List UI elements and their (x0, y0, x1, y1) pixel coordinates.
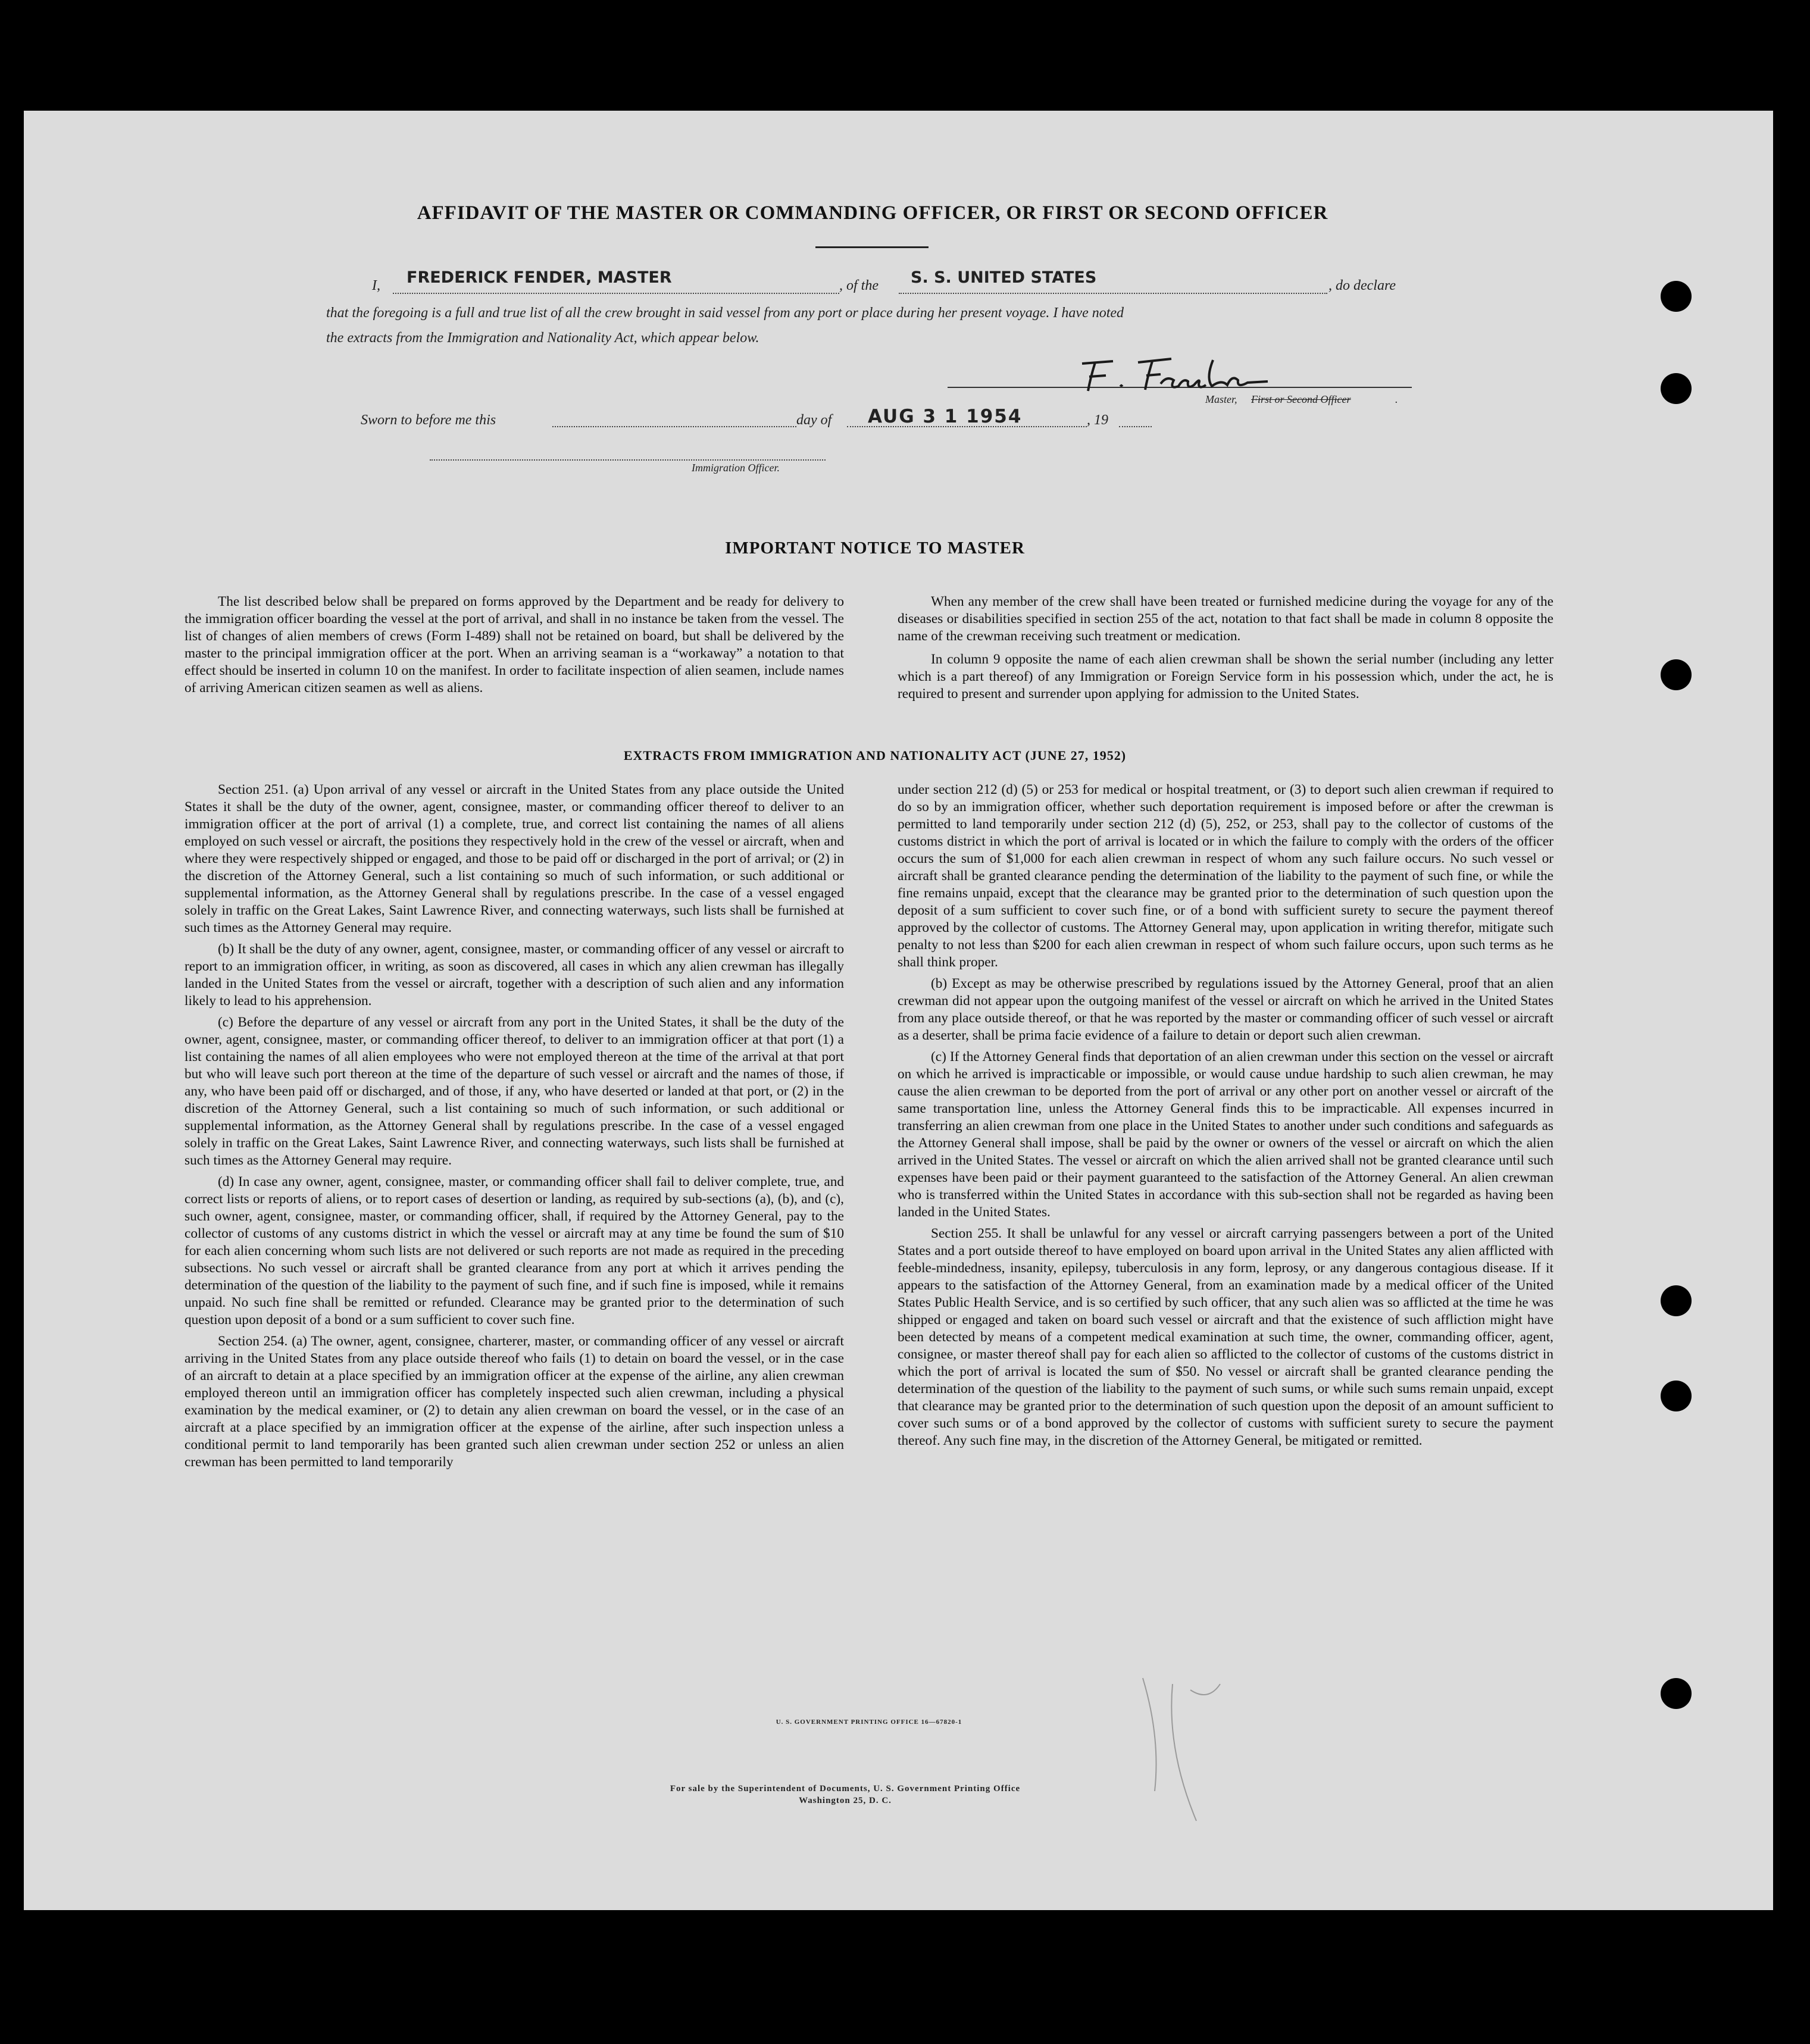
sworn-day-line (552, 426, 796, 427)
day-of-label: day of (796, 412, 832, 428)
notice-left-column (185, 593, 844, 697)
punch-hole (1661, 1381, 1692, 1411)
sworn-date-stamp: AUG 3 1 1954 (868, 406, 1023, 427)
year-label: , 19 (1087, 412, 1108, 428)
declarant-line (393, 293, 839, 294)
sworn-label: Sworn to before me this (361, 412, 496, 428)
punch-hole (1661, 373, 1692, 404)
act-paragraph: (c) Before the departure of any vessel or aircraft from any port in the United States, it shall be the duty of the owner, agent, consignee, master, or commanding officer thereof, to deliver to an immigration officer at that port (1) a list containing the names of all alien employees who were not employed thereon at the time of the arrival at that port but who will leave such port thereon at the time of the departure of such vessel or aircraft and the names of those, if any, who have been paid off or discharged, and of those, if any, who have deserted or landed at that port, or (2) in the discretion of the Attorney General, such a list containing so much of such information, or such additional or supplemental information, as the Attorney General shall by regulations prescribe. In the case of a vessel engaged solely in traffic on the Great Lakes, Saint Lawrence River, and connecting waterways, such lists shall be furnished at such times as the Attorney General may require. (185, 1015, 844, 1168)
act-paragraph: Section 255. It shall be unlawful for any vessel or aircraft carrying passengers between a port of the United States and a port outside thereof to have employed on board upon arrival in the United States any alien afflicted with feeble-mindedness, insanity, epilepsy, tuberculosis in any form, leprosy, or any dangerous contagious disease. If it appears to the satisfaction of the Attorney General, from an examination made by a medical officer of the United States Public Health Service, and is so certified by such officer, that any such alien was so afflicted at the time he was shipped or engaged and taken on board such vessel or aircraft and that the existence of such affliction might have been detected by means of a competent medical examination at such time, the owner, commanding officer, agent, consignee, or master thereof shall pay for each alien so afflicted to the collector of customs of the customs district in which the port of arrival is located the sum of $50. No vessel or aircraft shall be granted clearance pending the determination of the question of the liability to the payment of such sums, or while such sums remain unpaid, except that clearance may be granted prior to the determination of such question upon the deposit of an amount sufficient to cover such sums or of a bond approved by the collector of customs with sufficient surety to secure the payment thereof. Any such fine may, in the discretion of the Attorney General, be mitigated or remitted. (898, 1226, 1553, 1448)
signature-caption-master: Master, (1205, 393, 1237, 405)
master-signature (1071, 348, 1298, 396)
immigration-officer-line (430, 459, 826, 461)
act-paragraph: Section 251. (a) Upon arrival of any vessel or aircraft in the United States from any place outside the United States it shall be the duty of the owner, agent, consignee, master, or commanding officer thereof to deliver to an immigration officer at the port of arrival (1) a complete, true, and correct list containing the names of all aliens employed on such vessel or aircraft, the positions they respectively hold in the crew of the vessel or aircraft, when and where they were respectively shipped or engaged, and those to be paid off or discharged in the port of arrival; or (2) in the discretion of the Attorney General, such a list containing so much of such information, or such additional or supplemental information, as the Attorney General shall by regulations prescribe. In the case of a vessel engaged solely in traffic on the Great Lakes, Saint Lawrence River, and connecting waterways, such lists shall be furnished at such times as the Attorney General may require. (185, 782, 844, 935)
notice-paragraph: In column 9 opposite the name of each alien crewman shall be shown the serial number (including any letter which is a part thereof) of any Immigration or Foreign Service form in his possession which, under the act, he is required to present and surrender upon applying for admission to the United States. (898, 652, 1553, 702)
notice-paragraph: When any member of the crew shall have been treated or furnished medicine during the voyage for any of the diseases or disabilities specified in section 255 of the act, notation to that fact shall be made in column 8 opposite the name of the crewman receiving such treatment or medication. (898, 594, 1553, 644)
notice-right-column (898, 593, 1553, 703)
pencil-marks (1119, 1666, 1274, 1845)
act-paragraph: Section 254. (a) The owner, agent, consignee, charterer, master, or commanding officer of any vessel or aircraft arriving in the United States from any place outside thereof who fails (1) to detain on board the vessel, or in the case of an aircraft to detain at a place specified by an immigration officer at the expense of the airline, any alien crewman employed thereon until an immigration officer has completely inspected such alien crewman, including a physical examination by the medical examiner, or (2) to detain any alien crewman on board the vessel, or in the case of an aircraft at a place specified by an immigration officer at the expense of the airline, after such inspection unless a conditional permit to land temporarily has been granted such alien crewman under section 252 or unless an alien crewman has been permitted to land temporarily (185, 1334, 844, 1470)
extracts-right-column (898, 781, 1553, 1450)
act-paragraph: (b) Except as may be otherwise prescribed by regulations issued by the Attorney General, proof that an alien crewman did not appear upon the outgoing manifest of the vessel or aircraft on which he arrived in the United States from any place outside thereof, or that he was reported by the master or commanding officer of such vessel or aircraft as a deserter, shall be prima facie evidence of a failure to detain or deport such alien crewman. (898, 976, 1553, 1043)
immigration-officer-label: Immigration Officer. (692, 462, 780, 474)
title-rule (815, 246, 929, 248)
vessel-name: S. S. UNITED STATES (911, 268, 1097, 287)
i-label: I, (372, 278, 380, 293)
act-paragraph: (d) In case any owner, agent, consignee, master, or commanding officer shall fail to deliver complete, true, and correct lists or reports of aliens, or to report cases of desertion or landing, as required by sub-sections (a), (b), and (c), such owner, agent, consignee, master, or commanding officer, shall, if required by the Attorney General, pay to the collector of customs of any customs district in which the vessel or aircraft may at any time be found the sum of $10 for each alien concerning whom such lists are not delivered or such reports are not made as required in the preceding subsections. No such vessel or aircraft shall be granted clearance from any port at which it arrives pending the determination of the question of the liability to the payment of such fine, and if such fine is imposed, while it remains unpaid. No such fine shall be remitted or refunded. Clearance may be granted prior to the determination of such question upon deposit of a bond or a sum sufficient to cover such fine. (185, 1174, 844, 1328)
gpo-code: U. S. GOVERNMENT PRINTING OFFICE 16—67820-1 (776, 1719, 962, 1726)
punch-hole (1661, 659, 1692, 690)
affidavit-title: AFFIDAVIT OF THE MASTER OR COMMANDING OFFICER, OR FIRST OR SECOND OFFICER (417, 202, 1328, 224)
affidavit-statement-line2: the extracts from the Immigration and Nationality Act, which appear below. (326, 330, 759, 346)
sworn-year-line (1119, 426, 1152, 427)
extracts-heading: EXTRACTS FROM IMMIGRATION AND NATIONALITY ACT (JUNE 27, 1952) (623, 748, 1127, 763)
sale-notice-line2: Washington 25, D. C. (799, 1796, 892, 1805)
act-paragraph: (b) It shall be the duty of any owner, agent, consignee, master, or commanding officer of any vessel or aircraft to report to an immigration officer, in writing, as soon as discovered, all cases in which any alien crewman has illegally landed in the United States from the vessel or aircraft, together with a description of such alien and any information likely to lead to his apprehension. (185, 941, 844, 1009)
vessel-line (899, 293, 1327, 294)
punch-hole (1661, 281, 1692, 312)
declarant-name: FREDERICK FENDER, MASTER (407, 268, 672, 287)
signature-caption-struck: First or Second Officer (1251, 393, 1351, 405)
act-paragraph: under section 212 (d) (5) or 253 for medical or hospital treatment, or (3) to deport such alien crewman if required to do so by an immigration officer, whether such deportation requirement is imposed before or after the crewman is permitted to land temporarily under section 212 (d) (5), 252, or 253, shall pay to the collector of customs of the customs district in which the port of arrival is located or in which the failure to comply with the orders of the officer occurs the sum of $1,000 for each alien crewman in respect of whom any such failure occurs. No such vessel or aircraft shall be granted clearance pending the determination of the liability to the payment of such fine, or while the fine remains unpaid, except that the clearance may be granted prior to the determination of such question upon the deposit of a sum sufficient to cover such fine, or of a bond with sufficient surety to secure the payment thereof approved by the collector of customs. The Attorney General may, upon application in writing therefor, mitigate such penalty to not less than $200 for each alien crewman in respect of whom such failure occurs, upon such terms as he shall think proper. (898, 782, 1553, 970)
do-declare-label: , do declare (1328, 278, 1396, 293)
notice-heading: IMPORTANT NOTICE TO MASTER (725, 539, 1025, 558)
affidavit-statement-line1: that the foregoing is a full and true list of all the crew brought in said vessel from any port or place during her present voyage. I have noted (326, 305, 1124, 321)
punch-hole (1661, 1678, 1692, 1709)
signature-caption-end: . (1395, 393, 1398, 405)
of-the-label: , of the (839, 278, 879, 293)
act-paragraph: (c) If the Attorney General finds that deportation of an alien crewman under this section on the vessel or aircraft on which he arrived is impracticable or impossible, or would cause undue hardship to such alien crewman, he may cause the alien crewman to be deported from the port of arrival or any other port on another vessel or aircraft of the same transportation line, unless the Attorney General finds this to be impracticable. All expenses incurred in transferring an alien crewman from one place in the United States to another under such conditions and safeguards as the Attorney General shall impose, shall be paid by the owner or owners of the vessel or aircraft on which the alien arrived in the United States. The vessel or aircraft on which the alien arrived shall not be granted clearance until such expenses have been paid or their payment guaranteed to the satisfaction of the Attorney General. An alien crewman who is transferred within the United States in accordance with this sub-section shall not be regarded as having been landed in the United States. (898, 1049, 1553, 1220)
notice-paragraph: The list described below shall be prepared on forms approved by the Department and be ready for delivery to the immigration officer boarding the vessel at the port of arrival, and shall in no instance be taken from the vessel. The list of changes of alien members of crews (Form I-489) shall not be retained on board, but shall be delivered by the master to the principal immigration officer at the port. When an arriving seaman is a “workaway” a notation to that effect should be inserted in column 10 on the manifest. In order to facilitate inspection of alien seamen, include names of arriving American citizen seamen as well as aliens. (185, 594, 844, 696)
sale-notice-line1: For sale by the Superintendent of Documents, U. S. Government Printing Office (670, 1784, 1021, 1793)
extracts-left-column (185, 781, 844, 1471)
punch-hole (1661, 1285, 1692, 1316)
